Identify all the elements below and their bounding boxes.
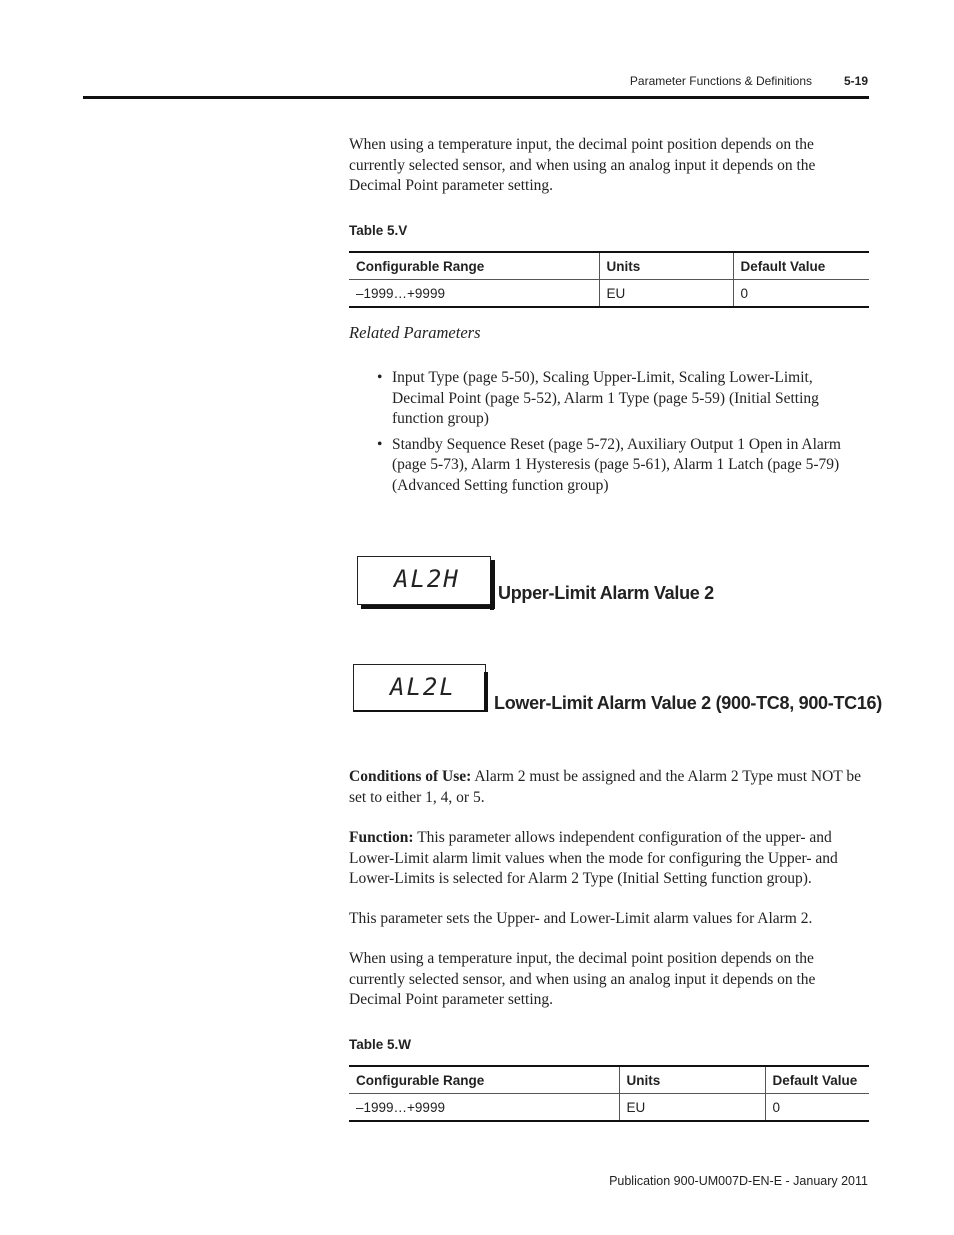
list-item-text: Standby Sequence Reset (page 5-72), Auxiliary Output 1 Open in Alarm (page 5-73), Alarm 1 Hysteresis (page 5-61), Alarm 1 Latch (page 5-79) (Advanced Setting function group) [392, 435, 841, 494]
column-header: Configurable Range [356, 258, 485, 274]
table-w-caption: Table 5.W [349, 1037, 412, 1052]
table-v [349, 251, 869, 308]
table-row [349, 1094, 869, 1122]
lcd-display-text: AL2H [394, 565, 460, 593]
table-cell: 0 [733, 280, 869, 308]
table-cell: EU [619, 1094, 765, 1122]
table-w [349, 1065, 869, 1122]
column-header: Configurable Range [356, 1072, 485, 1088]
table-header-row [349, 1066, 869, 1094]
bullet-icon: • [377, 369, 383, 386]
header-rule [83, 96, 869, 99]
related-parameters-list [349, 368, 869, 501]
column-header: Units [619, 1066, 765, 1094]
intro-paragraph: When using a temperature input, the decimal point position depends on the currently selected sensor, and when using an analog input it depends on the Decimal Point parameter setting. [349, 136, 816, 194]
lcd-display-text: AL2L [390, 673, 456, 701]
list-item [349, 435, 869, 497]
lcd-side-bar [484, 672, 488, 712]
table-row [349, 280, 869, 308]
bullet-icon: • [377, 435, 383, 453]
decimal-paragraph: When using a temperature input, the decimal point position depends on the currently selected sensor, and when using an analog input it depends on the Decimal Point parameter setting. [349, 950, 816, 1008]
column-header: Default Value [765, 1066, 869, 1094]
list-item-text: Input Type (page 5-50), Scaling Upper-Limit, Scaling Lower-Limit, Decimal Point (page 5-52), Alarm 1 Type (page 5-59) (Initial Setting function group) [392, 369, 819, 427]
conditions-text: Alarm 2 must be assigned and the Alarm 2 Type must NOT be set to either 1, 4, or 5. [349, 768, 861, 806]
section-title: Parameter Functions & Definitions [629, 74, 812, 88]
column-header: Units [599, 252, 733, 280]
list-item [349, 368, 869, 430]
table-cell: –1999…+9999 [356, 285, 445, 301]
table-cell: –1999…+9999 [356, 1099, 445, 1115]
function-text: This parameter allows independent configuration of the upper- and Lower-Limit alarm limit values when the mode for configuring the Upper- and Lower-Limits is selected for Alarm 2 Type (Initial Setting function group). [349, 829, 838, 887]
page-number: 5-19 [843, 74, 868, 88]
function-paragraph [349, 828, 869, 890]
lcd-side-bar [490, 562, 494, 610]
table-header-row [349, 252, 869, 280]
param-title-upper-limit: Upper-Limit Alarm Value 2 [498, 583, 714, 603]
table-cell: EU [599, 280, 733, 308]
lcd-display-al2l [353, 664, 486, 712]
sets-paragraph: This parameter sets the Upper- and Lower-Limit alarm values for Alarm 2. [349, 910, 813, 927]
function-label: Function: [349, 829, 414, 846]
param-title-lower-limit: Lower-Limit Alarm Value 2 (900-TC8, 900-TC16) [494, 693, 882, 713]
table-v-caption: Table 5.V [349, 223, 408, 238]
conditions-of-use [349, 767, 869, 808]
related-parameters-heading: Related Parameters [349, 323, 481, 342]
column-header: Default Value [733, 252, 869, 280]
publication-footer: Publication 900-UM007D-EN-E - January 2011 [609, 1174, 868, 1188]
conditions-label: Conditions of Use: [349, 768, 472, 785]
lcd-display-al2h [357, 556, 491, 605]
table-cell: 0 [765, 1094, 869, 1122]
